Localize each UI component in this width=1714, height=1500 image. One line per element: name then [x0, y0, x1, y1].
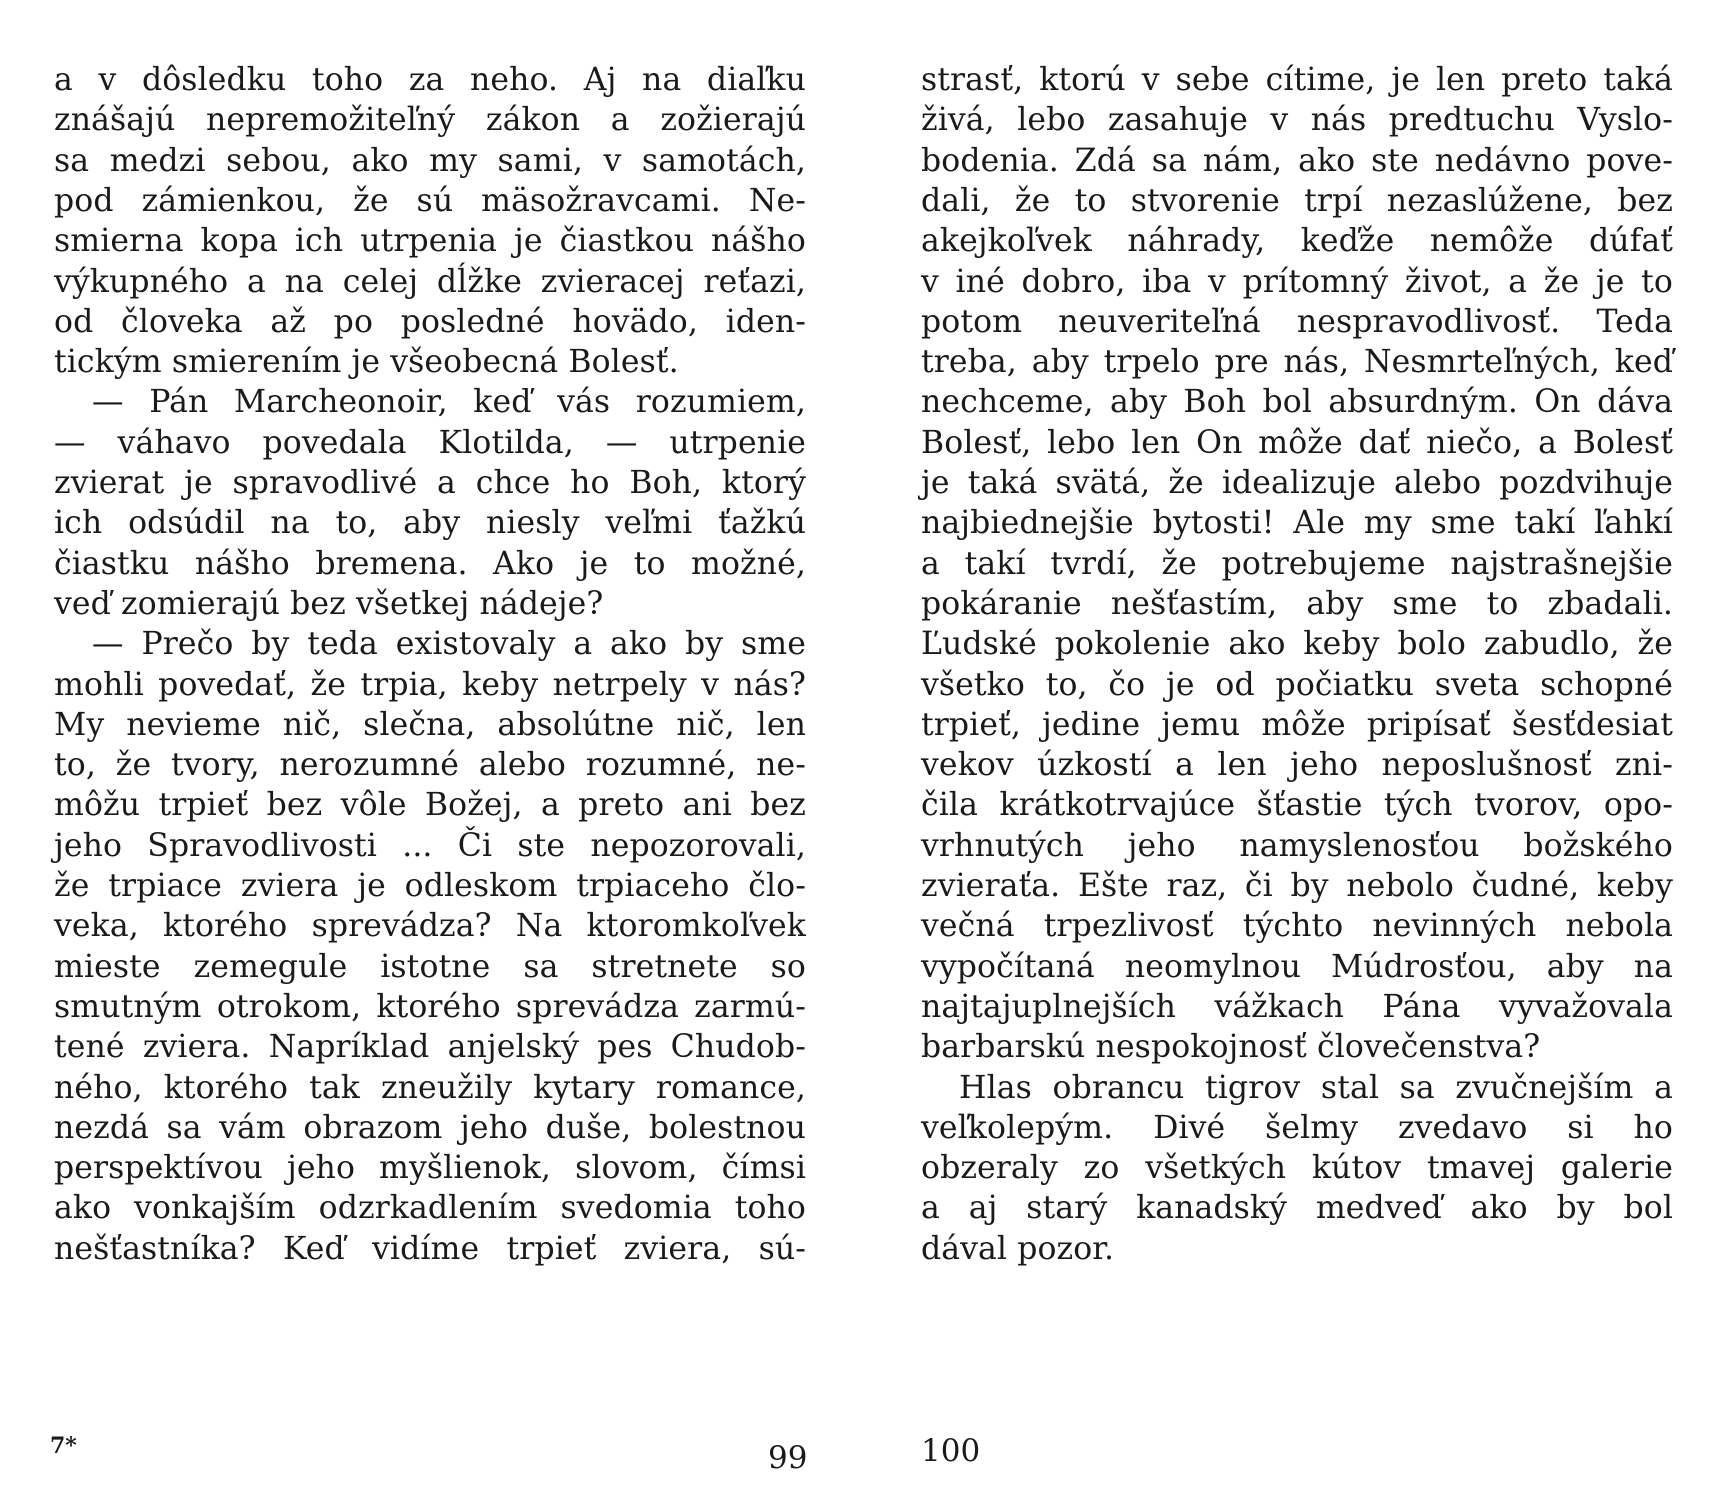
text-line: akejkoľvek náhrady, keďže nemôže dúfať	[921, 223, 1673, 260]
text-line: živá, lebo zasahuje v nás predtuchu Vyslo-	[921, 102, 1673, 139]
text-line: Ľudské pokolenie ako keby bolo zabudlo, že	[921, 626, 1673, 663]
text-line: nezdá sa vám obrazom jeho duše, bolestnou	[54, 1109, 806, 1146]
text-line: trpieť, jedine jemu môže pripísať šesťdesiat	[921, 706, 1673, 743]
text-line: vekov úzkostí a len jeho neposlušnosť zni-	[921, 747, 1673, 784]
text-line: — Prečo by teda existovaly a ako by sme	[92, 626, 806, 663]
text-line: mohli povedať, že trpia, keby netrpely v nás?	[54, 666, 806, 703]
text-line: tickým smierením je všeobecná Bolesť.	[54, 344, 679, 381]
text-line: sa medzi sebou, ako my sami, v samotách,	[54, 142, 806, 179]
text-line: najbiednejšie bytosti! Ale my sme takí ľahkí	[921, 505, 1673, 542]
text-line: obzeraly zo všetkých kútov tmavej galerie	[921, 1150, 1673, 1187]
text-line: veď zomierajú bez všetkej nádeje?	[54, 585, 604, 622]
text-line: My nevieme nič, slečna, absolútne nič, len	[54, 706, 806, 743]
text-line: dával pozor.	[921, 1230, 1115, 1267]
text-line: čila krátkotrvajúce šťastie tých tvorov, opo-	[921, 787, 1673, 824]
signature-mark: 7*	[50, 1433, 77, 1459]
text-line: a aj starý kanadský medveď ako by bol	[921, 1190, 1673, 1227]
text-line: nešťastníka? Keď vidíme trpieť zviera, sú-	[54, 1230, 806, 1267]
page-number-right: 100	[921, 1433, 981, 1469]
text-line: pod zámienkou, že sú mäsožravcami. Ne-	[54, 182, 806, 219]
text-line: — Pán Marcheonoir, keď vás rozumiem,	[92, 384, 806, 421]
text-line: to, že tvory, nerozumné alebo rozumné, ne-	[54, 747, 806, 784]
text-line: zvierat je spravodlivé a chce ho Boh, ktorý	[54, 465, 806, 501]
text-line: a v dôsledku toho za neho. Aj na diaľku	[54, 62, 806, 98]
text-line: pokáranie nešťastím, aby sme to zbadali.	[921, 585, 1673, 622]
text-line: jeho Spravodlivosti ... Či ste nepozorovali,	[54, 827, 806, 864]
text-line: Bolesť, lebo len On môže dať niečo, a Bolesť	[921, 424, 1673, 461]
text-line: od človeka až po posledné hovädo, iden-	[54, 303, 806, 340]
text-line: všetko to, čo je od počiatku sveta schopné	[921, 666, 1673, 703]
text-line: veka, ktorého sprevádza? Na ktoromkoľvek	[54, 908, 806, 945]
text-line: potom neuveriteľná nespravodlivosť. Teda	[921, 303, 1673, 340]
text-line: že trpiace zviera je odleskom trpiaceho člo-	[54, 868, 806, 904]
text-line: môžu trpieť bez vôle Božej, a preto ani bez	[54, 787, 806, 824]
text-line: ako vonkajším odzrkadlením svedomia toho	[54, 1190, 806, 1227]
text-line: veľkolepým. Divé šelmy zvedavo si ho	[921, 1109, 1673, 1146]
text-line: perspektívou jeho myšlienok, slovom, čímsi	[54, 1150, 806, 1187]
text-line: čiastku nášho bremena. Ako je to možné,	[54, 545, 806, 582]
text-line: — váhavo povedala Klotilda, — utrpenie	[54, 424, 806, 461]
text-line: treba, aby trpelo pre nás, Nesmrteľných, keď	[921, 344, 1673, 381]
text-line: dali, že to stvorenie trpí nezaslúžene, bez	[921, 182, 1673, 219]
text-line: tené zviera. Napríklad anjelský pes Chudob-	[54, 1029, 806, 1066]
text-line: mieste zemegule istotne sa stretnete so	[54, 948, 806, 985]
text-line: ich odsúdil na to, aby niesly veľmi ťažkú	[54, 505, 806, 542]
text-line: najtajuplnejších vážkach Pána vyvažovala	[921, 988, 1673, 1025]
text-line: večná trpezlivosť týchto nevinných nebola	[921, 908, 1673, 945]
text-line: výkupného a na celej dĺžke zvieracej reťazi,	[54, 263, 806, 300]
text-line: vrhnutých jeho namyslenosťou božského	[921, 827, 1673, 864]
page-number-left: 99	[768, 1440, 808, 1476]
text-line: smutným otrokom, ktorého sprevádza zarmú-	[54, 988, 806, 1025]
text-line: v iné dobro, iba v prítomný život, a že je to	[921, 263, 1673, 300]
text-line: Hlas obrancu tigrov stal sa zvučnejším a	[959, 1069, 1673, 1106]
text-line: zvieraťa. Ešte raz, či by nebolo čudné, keby	[921, 868, 1673, 904]
text-line: strasť, ktorú v sebe cítime, je len preto taká	[921, 62, 1673, 98]
text-line: ného, ktorého tak zneužily kytary romance,	[54, 1069, 806, 1106]
text-line: je taká svätá, že idealizuje alebo pozdvihuje	[921, 465, 1673, 501]
text-line: bodenia. Zdá sa nám, ako ste nedávno pove-	[921, 142, 1673, 179]
text-line: znášajú nepremožiteľný zákon a zožierajú	[54, 102, 806, 139]
text-line: a takí tvrdí, že potrebujeme najstrašnejšie	[921, 545, 1673, 582]
text-line: smierna kopa ich utrpenia je čiastkou nášho	[54, 223, 806, 260]
text-line: nechceme, aby Boh bol absurdným. On dáva	[921, 384, 1673, 421]
text-line: vypočítaná neomylnou Múdrosťou, aby na	[921, 948, 1673, 985]
text-line: barbarskú nespokojnosť človečenstva?	[921, 1029, 1541, 1066]
